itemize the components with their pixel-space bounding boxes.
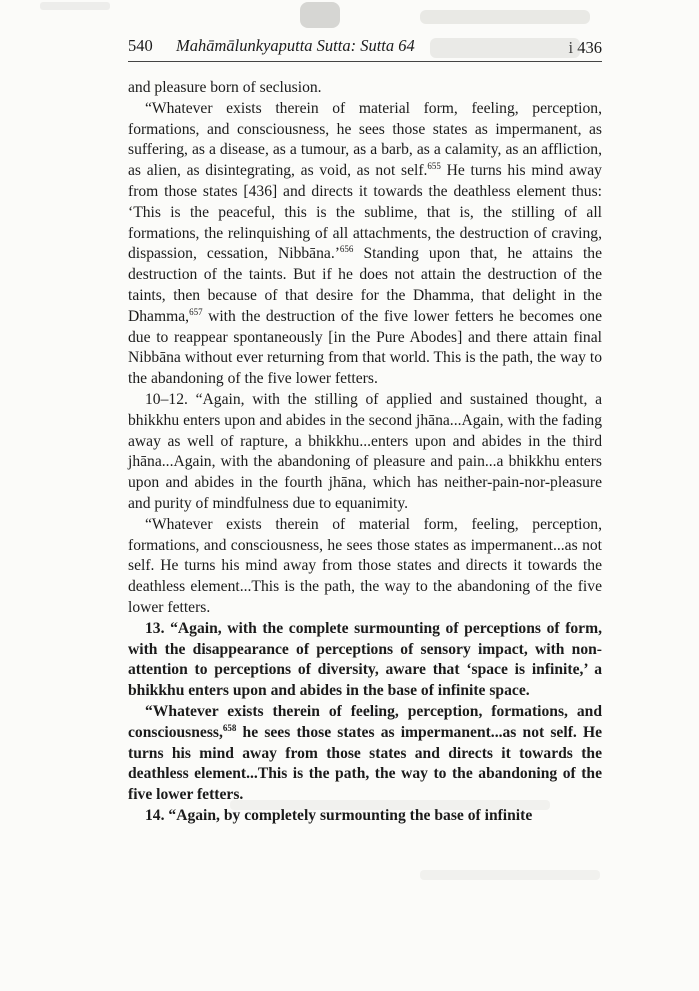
noise-blot <box>420 870 600 880</box>
footnote-ref[interactable]: 658 <box>222 722 237 733</box>
footnote-ref[interactable]: 655 <box>427 161 441 172</box>
paragraph <box>128 390 602 515</box>
running-title: Mahāmālunkyaputta Sutta: Sutta 64 <box>176 36 415 55</box>
text-run: 14. “Again, by completely surmounting the base of infinite <box>145 806 533 824</box>
noise-blot <box>300 2 340 28</box>
pts-page-reference: i 436 <box>568 38 602 57</box>
noise-blot <box>420 10 590 24</box>
body-text <box>128 78 602 827</box>
paragraph <box>128 99 602 390</box>
text-run: and pleasure born of seclusion. <box>128 79 322 96</box>
paragraph <box>128 515 602 619</box>
running-header <box>128 33 602 62</box>
page-number: 540 <box>128 36 153 55</box>
text-run: he sees those states as impermanent...as not self. He turns his mind away from those states and directs it towards the deathless element...This is the path, the way to the abandoning of the five lower fetters. <box>128 723 602 804</box>
footnote-ref[interactable]: 657 <box>189 306 203 317</box>
paragraph <box>128 78 602 99</box>
noise-blot <box>40 2 110 10</box>
text-run: “Whatever exists therein of material form, feeling, perception, formations, and consciousness, he sees those states as impermanent...as not self. He turns his mind away from those states and directs it towards the deathless element...This is the path, the way to the abandoning of the five lower fetters. <box>128 515 602 616</box>
text-run: 13. “Again, with the complete surmounting of perceptions of form, with the disappearance of perceptions of sensory impact, with non-attention to perceptions of diversity, aware that ‘space is infinite,’ a bhikkhu enters upon and abides in the base of infinite space. <box>128 619 602 700</box>
paragraph <box>128 619 602 702</box>
text-run: “Whatever exists therein of material form, feeling, perception, formations, and consciousness, he sees those states as impermanent, as suffering, as a disease, as a tumour, as a barb, as a calamity, as an affliction, as alien, as disintegrating, as void, as not self. <box>128 99 602 180</box>
text-run: with the destruction of the five lower fetters he becomes one due to reappear spontaneously [in the Pure Abodes] and there attain final Nibbāna without ever returning from that world. This is the path, the way to the abandoning of the five lower fetters. <box>128 307 602 388</box>
text-run: Standing upon that, he attains the destruction of the taints. But if he does not attain the destruction of the taints, then because of that desire for the Dhamma, that delight in the Dhamma, <box>128 245 602 325</box>
text-run: 10–12. “Again, with the stilling of applied and sustained thought, a bhikkhu enters upon and abides in the second jhāna...Again, with the fading away as well of rapture, a bhikkhu...enters upon and abides in the third jhāna...Again, with the abandoning of pleasure and pain...a bhikkhu enters upon and abides in the fourth jhāna, which has neither-pain-nor-pleasure and purity of mindfulness due to equanimity. <box>128 390 602 512</box>
paragraph <box>128 806 602 827</box>
footnote-ref[interactable]: 656 <box>339 244 354 255</box>
text-run: He turns his mind away from those states [436] and directs it towards the deathless element thus: ‘This is the peaceful, this is the sublime, that is, the stilling of all formations, the relinquishing of all attachments, the destruction of craving, dispassion, cessation, Nibbāna.’ <box>128 162 602 263</box>
text-run: “Whatever exists therein of feeling, perception, formations, and consciousness, <box>128 702 602 741</box>
paragraph <box>128 702 602 806</box>
